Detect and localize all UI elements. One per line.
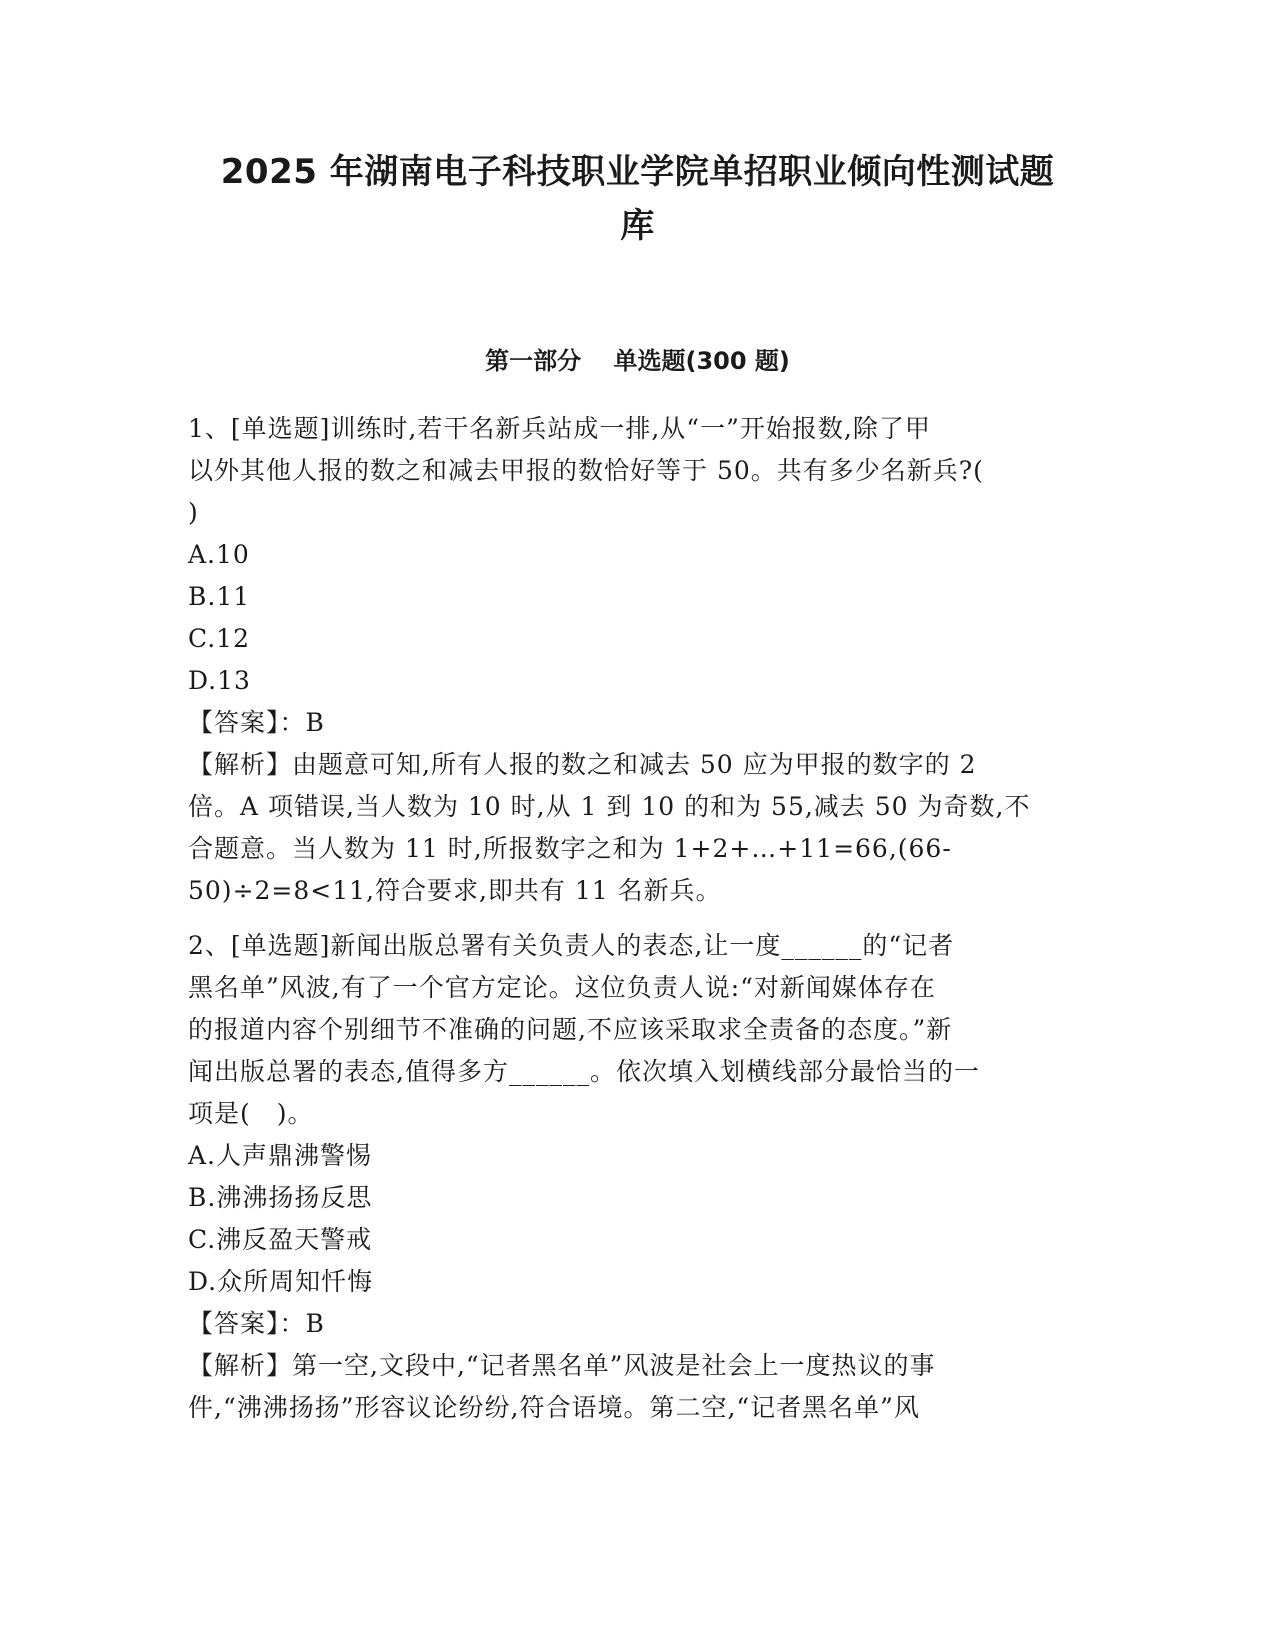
question-stem <box>188 408 1083 534</box>
title-line-2: 库 <box>620 206 655 246</box>
question-2 <box>188 925 1083 1429</box>
stem-line: 以外其他人报的数之和减去甲报的数恰好等于 50。共有多少名新兵?( <box>188 456 984 485</box>
title-line-1: 2025 年湖南电子科技职业学院单招职业倾向性测试题 <box>220 152 1055 192</box>
analysis-line: 合题意。当人数为 11 时,所报数字之和为 1+2+…+11=66,(66- <box>188 834 952 863</box>
option-d: D.13 <box>188 666 251 695</box>
stem-line: 项是( )。 <box>188 1099 314 1128</box>
stem-line: 闻出版总署的表态,值得多方______。依次填入划横线部分最恰当的一 <box>188 1057 980 1086</box>
answer-label: 【答案】 <box>188 708 280 737</box>
section-title: 第一部分 单选题(300 题) <box>485 347 790 375</box>
option-b: B.沸沸扬扬反思 <box>188 1183 373 1212</box>
analysis <box>188 744 1083 912</box>
option-c: C.沸反盈天警戒 <box>188 1225 373 1254</box>
option-d: D.众所周知忏悔 <box>188 1267 374 1296</box>
option-c: C.12 <box>188 624 250 653</box>
analysis <box>188 1345 1083 1429</box>
question-1 <box>188 408 1083 912</box>
question-list <box>188 408 1083 1442</box>
option-a: A.人声鼎沸警惕 <box>188 1141 373 1170</box>
answer-label: 【答案】 <box>188 1309 280 1338</box>
answer-value: ：B <box>279 1309 325 1338</box>
analysis-line: 【解析】第一空,文段中,“记者黑名单”风波是社会上一度热议的事 <box>188 1351 936 1380</box>
stem-line: 1、[单选题]训练时,若干名新兵站成一排,从“一”开始报数,除了甲 <box>188 414 931 443</box>
stem-line: 黑名单”风波,有了一个官方定论。这位负责人说:“对新闻媒体存在 <box>188 973 936 1002</box>
answer-value: ：B <box>279 708 325 737</box>
analysis-line: 50)÷2=8<11,符合要求,即共有 11 名新兵。 <box>188 876 722 905</box>
answer-row <box>188 1303 1083 1345</box>
stem-line: ) <box>188 498 199 527</box>
analysis-line: 倍。A 项错误,当人数为 10 时,从 1 到 10 的和为 55,减去 50 为奇数,不 <box>188 792 1031 821</box>
option-a: A.10 <box>188 540 250 569</box>
document-title <box>180 145 1095 253</box>
analysis-line: 【解析】由题意可知,所有人报的数之和减去 50 应为甲报的数字的 2 <box>188 750 977 779</box>
answer-row <box>188 702 1083 744</box>
option-b: B.11 <box>188 582 251 611</box>
stem-line: 的报道内容个别细节不准确的问题,不应该采取求全责备的态度。”新 <box>188 1015 953 1044</box>
stem-line: 2、[单选题]新闻出版总署有关负责人的表态,让一度______的“记者 <box>188 931 955 960</box>
analysis-line: 件,“沸沸扬扬”形容议论纷纷,符合语境。第二空,“记者黑名单”风 <box>188 1393 920 1422</box>
question-stem <box>188 925 1083 1135</box>
